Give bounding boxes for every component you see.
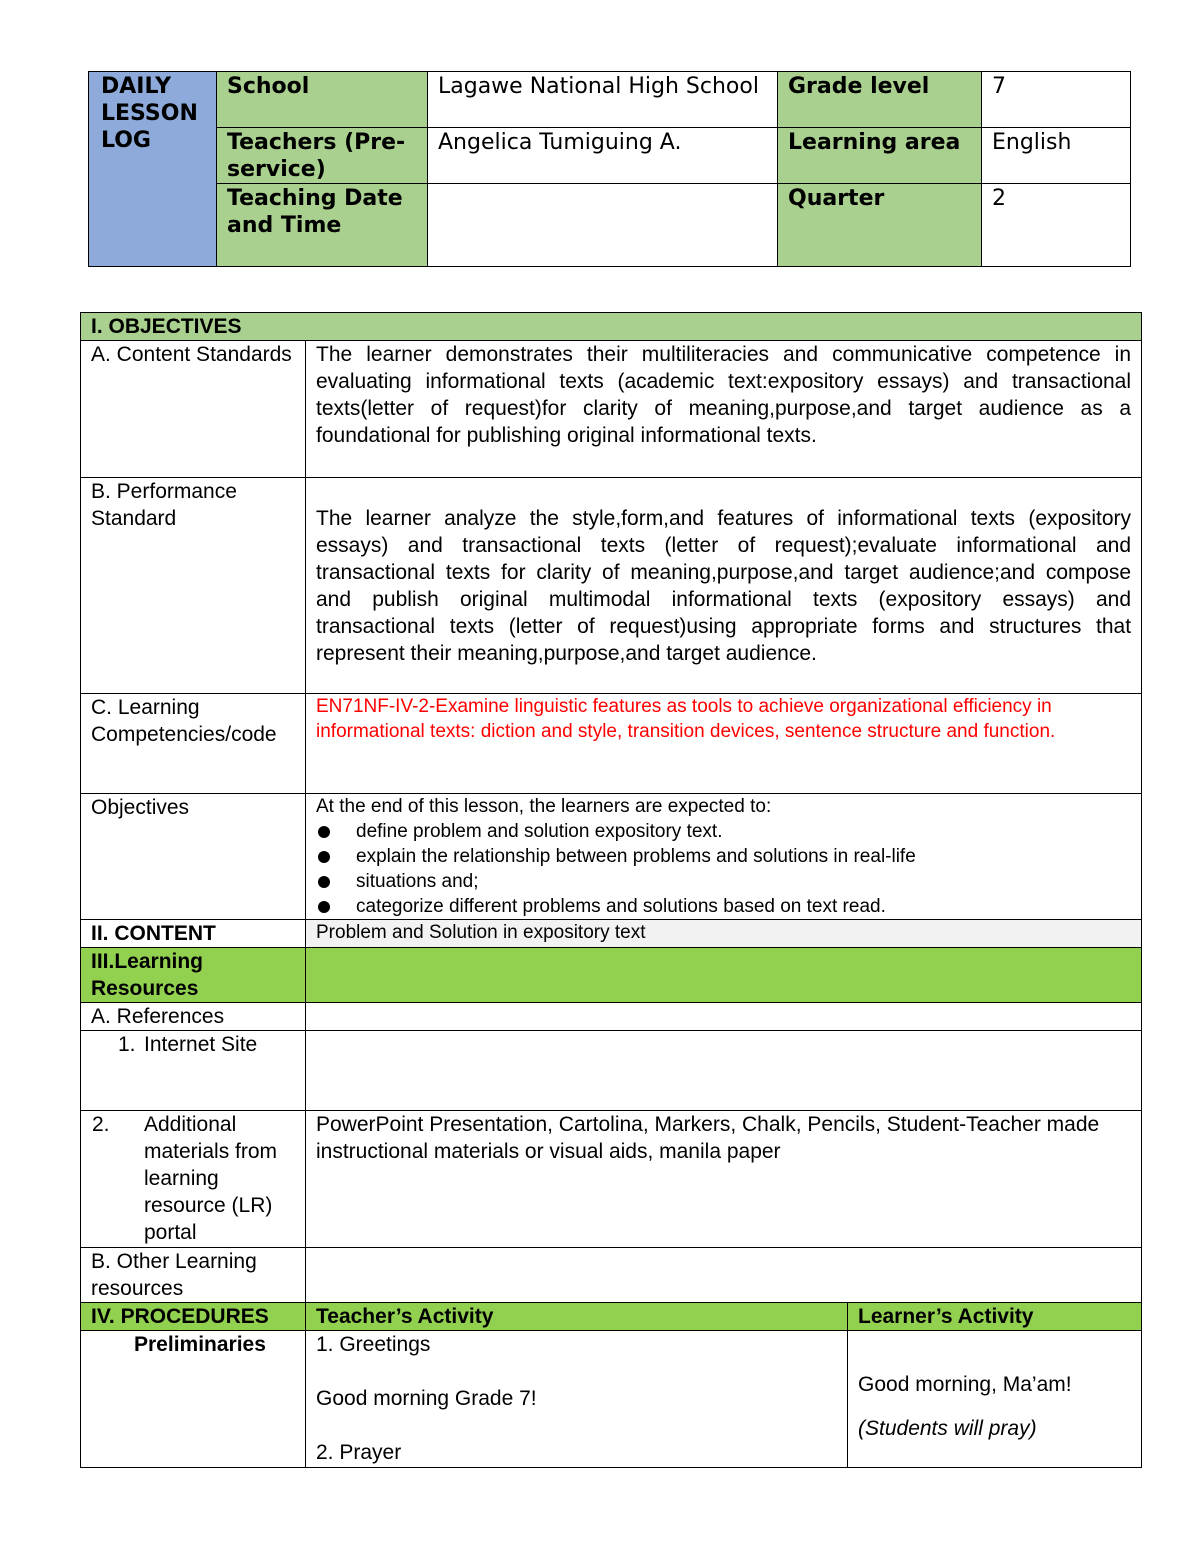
other-resources-value <box>306 1248 1142 1303</box>
school-label: School <box>217 72 428 128</box>
daily-lesson-log-title: DAILY LESSON LOG <box>89 72 217 267</box>
teacher-greetings: 1. Greetings <box>316 1333 431 1356</box>
objective-item: explain the relationship between problems and solutions in real-life <box>316 844 1131 869</box>
other-resources-label: B. Other Learning resources <box>81 1248 306 1303</box>
quarter-label: Quarter <box>778 184 982 267</box>
grade-label: Grade level <box>778 72 982 128</box>
school-value: Lagawe National High School <box>428 72 778 128</box>
learning-resources-title: III.Learning Resources <box>81 948 306 1003</box>
teacher-good-morning: Good morning Grade 7! <box>316 1387 537 1410</box>
learner-pray: (Students will pray) <box>858 1417 1037 1440</box>
learner-good-morning: Good morning, Ma’am! <box>858 1373 1072 1396</box>
teacher-prayer: 2. Prayer <box>316 1441 402 1464</box>
performance-standard-label: B. Performance Standard <box>81 478 306 694</box>
objective-item: categorize different problems and solutions based on text read. <box>316 894 1131 919</box>
competencies-text: EN71NF-IV-2-Examine linguistic features as tools to achieve organizational efficiency in informational texts: diction and style, transition devices, sentence structure and function. <box>306 694 1142 794</box>
additional-materials-number: 2. <box>92 1113 110 1136</box>
content-standards-text: The learner demonstrates their multiliteracies and communicative competence in evaluating informational texts (academic text:expository essays) and transactional texts(letter of request)for clarity of meaning,purpose,and target audience as a foundational for publishing original informational texts. <box>306 341 1142 478</box>
internet-site-label-cell <box>81 1031 306 1111</box>
header-table <box>88 71 1131 267</box>
area-value: English <box>982 128 1131 184</box>
objective-item: situations and; <box>316 869 1131 894</box>
grade-value: 7 <box>982 72 1131 128</box>
procedures-title: IV. PROCEDURES <box>81 1303 306 1331</box>
learning-resources-fill <box>306 948 1142 1003</box>
teacher-value: Angelica Tumiguing A. <box>428 128 778 184</box>
teacher-label: Teachers (Pre-service) <box>217 128 428 184</box>
references-label: A. References <box>81 1003 306 1031</box>
date-label: Teaching Date and Time <box>217 184 428 267</box>
content-value: Problem and Solution in expository text <box>306 920 1142 948</box>
date-value <box>428 184 778 267</box>
internet-site-number: 1. <box>118 1033 136 1056</box>
learner-activity-cell <box>848 1331 1142 1468</box>
performance-standard-text: The learner analyze the style,form,and features of informational texts (expository essays) and transactional texts (letter of request);evaluate informational and transactional texts for clarity of meaning,purpose,and target audience;and compose and publish original multimodal informational texts (expository essays) and transactional texts (letter of request)using appropriate forms and structures that represent their meaning,purpose,and target audience. <box>306 478 1142 694</box>
additional-materials-label-cell <box>81 1111 306 1248</box>
objectives-label: Objectives <box>81 794 306 920</box>
objectives-intro: At the end of this lesson, the learners are expected to: <box>316 796 772 817</box>
internet-site-label: Internet Site <box>144 1033 258 1056</box>
additional-materials-label: Additional materials from learning resource (LR) portal <box>144 1113 278 1244</box>
content-label: II. CONTENT <box>81 920 306 948</box>
preliminaries-label: Preliminaries <box>81 1331 306 1468</box>
objectives-section-title: I. OBJECTIVES <box>81 313 1142 341</box>
teacher-activity-header: Teacher’s Activity <box>306 1303 848 1331</box>
learner-activity-header: Learner’s Activity <box>848 1303 1142 1331</box>
area-label: Learning area <box>778 128 982 184</box>
references-value <box>306 1003 1142 1031</box>
lesson-table <box>80 312 1142 1468</box>
internet-site-value <box>306 1031 1142 1111</box>
quarter-value: 2 <box>982 184 1131 267</box>
additional-materials-value: PowerPoint Presentation, Cartolina, Markers, Chalk, Pencils, Student-Teacher made instructional materials or visual aids, manila paper <box>306 1111 1142 1248</box>
content-standards-label: A. Content Standards <box>81 341 306 478</box>
objectives-list <box>316 819 1131 919</box>
objectives-cell <box>306 794 1142 920</box>
competencies-label: C. Learning Competencies/code <box>81 694 306 794</box>
teacher-activity-cell <box>306 1331 848 1468</box>
objective-item: define problem and solution expository text. <box>316 819 1131 844</box>
